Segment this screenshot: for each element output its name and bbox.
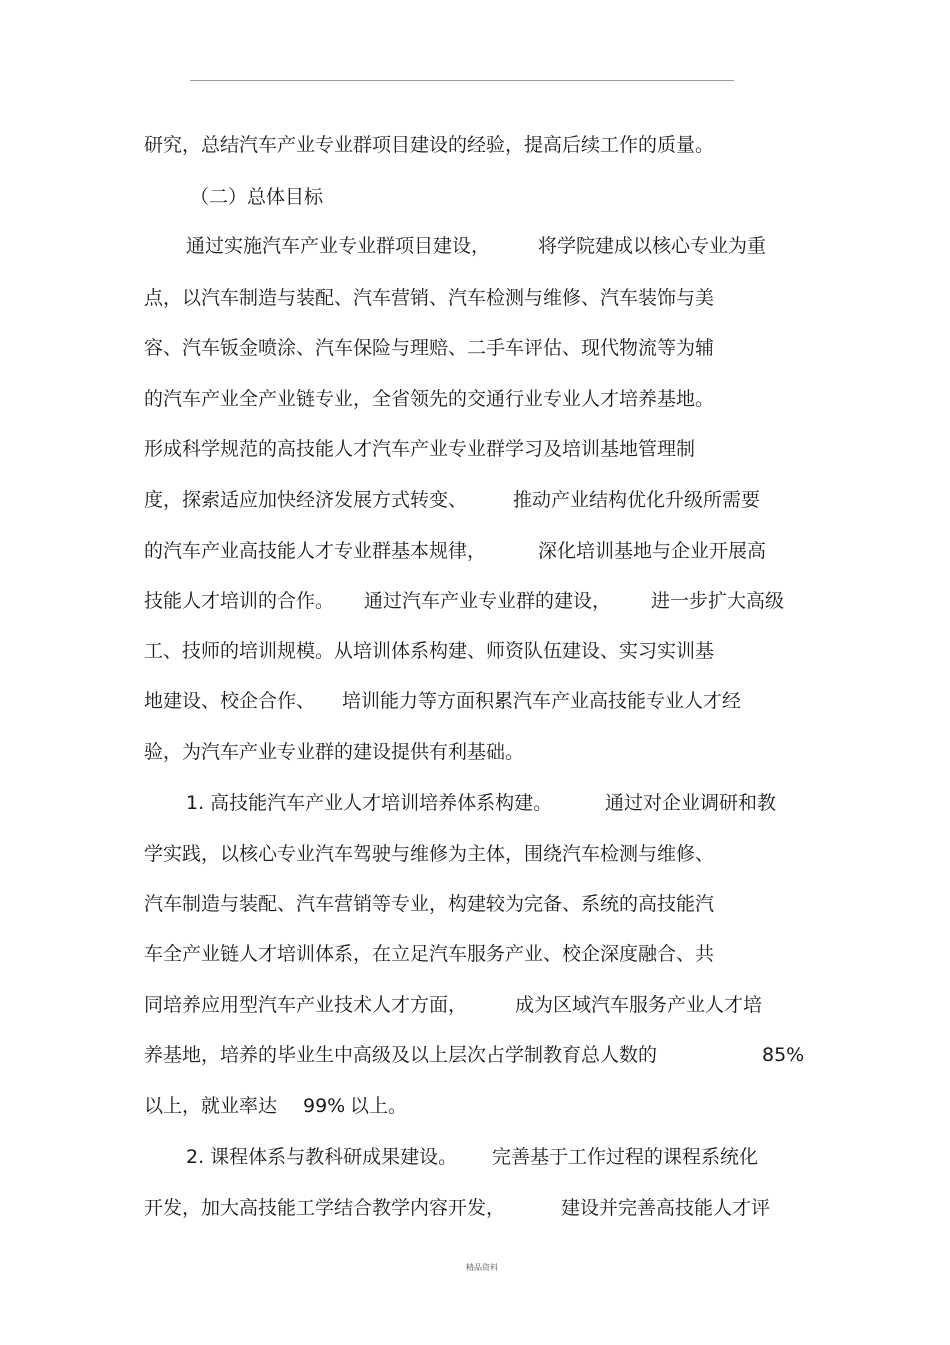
text-line-21-segment-2: 完善基于工作过程的课程系统化 xyxy=(492,1146,759,1168)
text-line-14-segment-1: 1. 高技能汽车产业人才培训培养体系构建。 xyxy=(186,792,553,814)
text-line-18-segment-1: 同培养应用型汽车产业技术人才方面， xyxy=(144,994,468,1016)
text-line-19-segment-2: 85% xyxy=(762,1044,805,1066)
text-line-12-segment-2: 培训能力等方面积累汽车产业高技能专业人才经 xyxy=(342,690,742,712)
text-line-10-segment-2: 通过汽车产业专业群的建设， xyxy=(364,590,612,612)
text-line-8-segment-1: 度，探索适应加快经济发展方式转变、 xyxy=(144,489,468,511)
text-line-22-segment-2: 建设并完善高技能人才评 xyxy=(561,1197,771,1219)
text-line-21-segment-1: 2. 课程体系与教科研成果建设。 xyxy=(186,1146,458,1168)
text-line-10-segment-1: 技能人才培训的合作。 xyxy=(144,590,335,612)
text-line-3-segment-1: 通过实施汽车产业专业群项目建设， xyxy=(186,235,491,257)
page-footer: 精品资料 xyxy=(466,1263,498,1272)
text-line-11-segment-1: 工、技师的培训规模。从培训体系构建、师资队伍建设、实习实训基 xyxy=(144,640,715,662)
text-line-2-segment-1: （二）总体目标 xyxy=(190,186,324,208)
text-line-16-segment-1: 汽车制造与装配、汽车营销等专业，构建较为完备、系统的高技能汽 xyxy=(144,893,715,915)
text-line-15-segment-1: 学实践，以核心专业汽车驾驶与维修为主体，围绕汽车检测与维修、 xyxy=(144,843,715,865)
text-line-22-segment-1: 开发，加大高技能工学结合教学内容开发， xyxy=(144,1197,506,1219)
text-line-3-segment-2: 将学院建成以核心专业为重 xyxy=(538,235,767,257)
text-line-13-segment-1: 验，为汽车产业专业群的建设提供有利基础。 xyxy=(144,741,525,763)
text-line-8-segment-2: 推动产业结构优化升级所需要 xyxy=(513,489,761,511)
text-line-20-segment-3: 以上。 xyxy=(350,1095,408,1117)
text-line-4-segment-1: 点，以汽车制造与装配、汽车营销、汽车检测与维修、汽车装饰与美 xyxy=(144,287,715,309)
text-line-7-segment-1: 形成科学规范的高技能人才汽车产业专业群学习及培训基地管理制 xyxy=(144,438,696,460)
text-line-6-segment-1: 的汽车产业全产业链专业，全省领先的交通行业专业人才培养基地。 xyxy=(144,388,715,410)
text-line-17-segment-1: 车全产业链人才培训体系，在立足汽车服务产业、校企深度融合、共 xyxy=(144,943,715,965)
text-line-12-segment-1: 地建设、校企合作、 xyxy=(144,690,316,712)
text-line-19-segment-1: 养基地，培养的毕业生中高级及以上层次占学制教育总人数的 xyxy=(144,1044,658,1066)
text-line-9-segment-2: 深化培训基地与企业开展高 xyxy=(538,540,767,562)
text-line-1-segment-1: 研究，总结汽车产业专业群项目建设的经验，提高后续工作的质量。 xyxy=(144,134,715,156)
text-line-18-segment-2: 成为区域汽车服务产业人才培 xyxy=(515,994,763,1016)
text-line-10-segment-3: 进一步扩大高级 xyxy=(651,590,785,612)
text-line-14-segment-2: 通过对企业调研和教 xyxy=(605,792,777,814)
header-rule xyxy=(190,80,734,81)
text-line-20-segment-2: 99% xyxy=(303,1095,346,1117)
text-line-9-segment-1: 的汽车产业高技能人才专业群基本规律， xyxy=(144,540,487,562)
text-line-20-segment-1: 以上，就业率达 xyxy=(144,1095,278,1117)
text-line-5-segment-1: 容、汽车钣金喷涂、汽车保险与理赔、二手车评估、现代物流等为辅 xyxy=(144,337,715,359)
